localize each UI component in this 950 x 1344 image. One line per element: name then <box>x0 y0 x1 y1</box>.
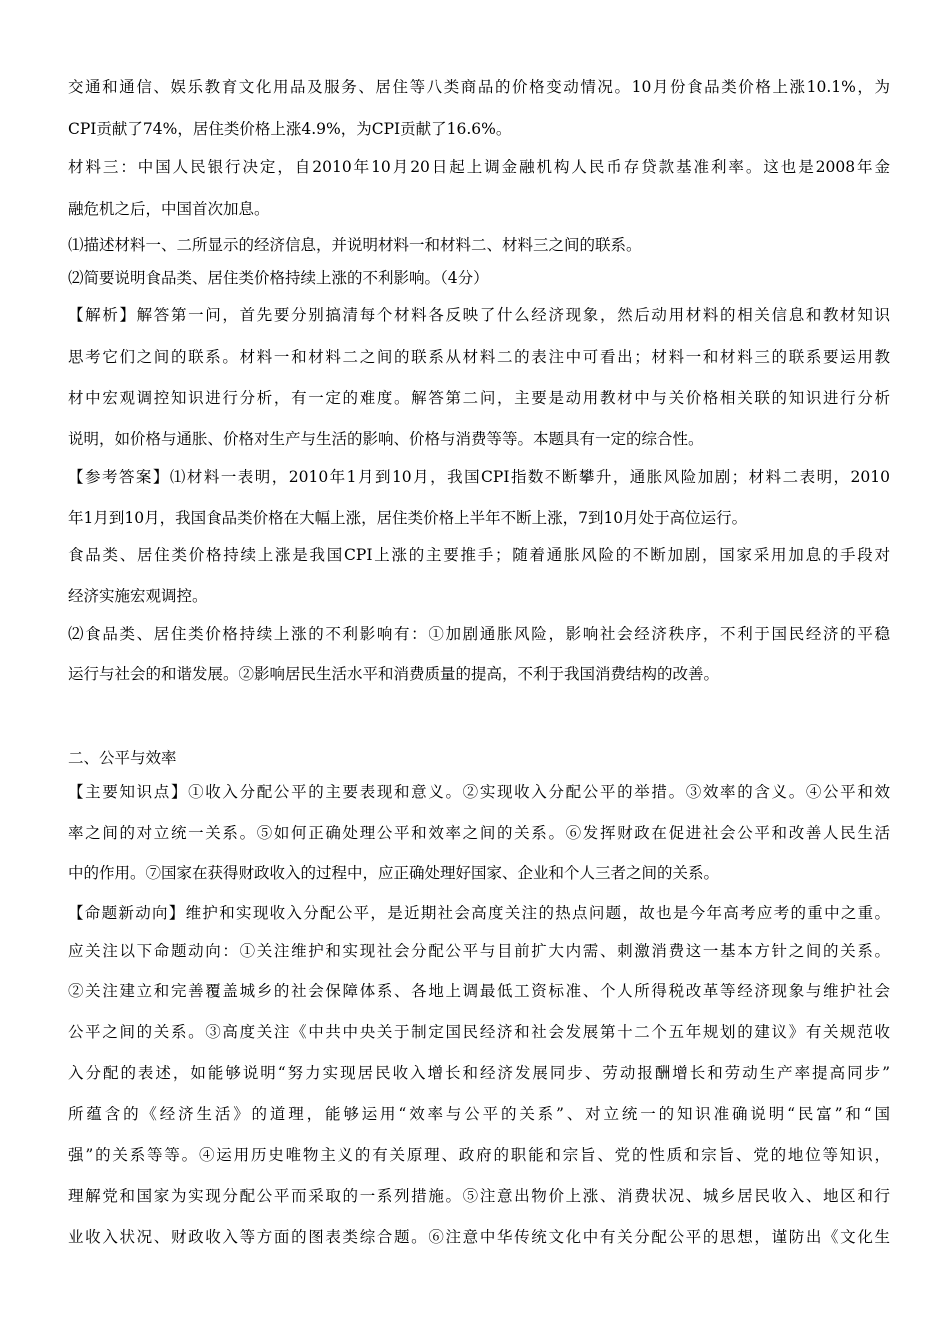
analysis-line: 材中宏观调控知识进行分析，有一定的难度。解答第二问，主要是动用教材中与关价格相关联的知识进行分析 <box>68 389 890 407</box>
text-line: 所蕴含的《经济生活》的道理，能够运用“效率与公平的关系”、对立统一的知识准确说明“民富”和“国 <box>68 1105 890 1123</box>
text-line: 率之间的对立统一关系。⑤如何正确处理公平和效率之间的关系。⑥发挥财政在促进社会公平和改善人民生活 <box>68 824 890 842</box>
analysis-line: 【解析】解答第一问，首先要分别搞清每个材料各反映了什么经济现象，然后动用材料的相关信息和教材知识 <box>68 306 890 324</box>
answer-line: 年1月到10月，我国食品类价格在大幅上涨，居住类价格上半年不断上涨，7到10月处于高位运行。 <box>68 509 748 527</box>
text-line: 入分配的表述，如能够说明“努力实现居民收入增长和经济发展同步、劳动报酬增长和劳动生产率提高同步” <box>68 1064 890 1082</box>
analysis-line: 说明，如价格与通胀、价格对生产与生活的影响、价格与消费等等。本题具有一定的综合性。 <box>68 430 704 448</box>
text-line: ②关注建立和完善覆盖城乡的社会保障体系、各地上调最低工资标准、个人所得税改革等经济现象与维护社会 <box>68 982 890 1000</box>
text-line: 业收入状况、财政收入等方面的图表类综合题。⑥注意中华传统文化中有关分配公平的思想，谨防出《文化生 <box>68 1228 890 1246</box>
question-1: ⑴描述材料一、二所显示的经济信息，并说明材料一和材料二、材料三之间的联系。 <box>68 236 642 254</box>
answer-line: 经济实施宏观调控。 <box>68 587 208 605</box>
text-line: 【主要知识点】①收入分配公平的主要表现和意义。②实现收入分配公平的举措。③效率的含义。④公平和效 <box>68 783 890 801</box>
answer-line: 食品类、居住类价格持续上涨是我国CPI上涨的主要推手；随着通胀风险的不断加剧，国家采用加息的手段对 <box>68 546 890 564</box>
answer-line: 【参考答案】⑴材料一表明，2010年1月到10月，我国CPI指数不断攀升，通胀风险加剧；材料二表明，2010 <box>68 468 890 486</box>
text-line: 强”的关系等等。④运用历史唯物主义的有关原理、政府的职能和宗旨、党的性质和宗旨、党的地位等知识， <box>68 1146 890 1164</box>
text-line: 融危机之后，中国首次加息。 <box>68 200 270 218</box>
text-line: 中的作用。⑦国家在获得财政收入的过程中，应正确处理好国家、企业和个人三者之间的关系。 <box>68 864 720 882</box>
answer-line: 运行与社会的和谐发展。②影响居民生活水平和消费质量的提高，不利于我国消费结构的改善。 <box>68 665 720 683</box>
answer-line: ⑵食品类、居住类价格持续上涨的不利影响有：①加剧通胀风险，影响社会经济秩序，不利于国民经济的平稳 <box>68 625 890 643</box>
text-line: 公平之间的关系。③高度关注《中共中央关于制定国民经济和社会发展第十二个五年规划的建议》有关规范收 <box>68 1023 890 1041</box>
text-line: CPI贡献了74%，居住类价格上涨4.9%，为CPI贡献了16.6%。 <box>68 120 512 138</box>
text-line: 理解党和国家为实现分配公平而采取的一系列措施。⑤注意出物价上涨、消费状况、城乡居民收入、地区和行 <box>68 1187 890 1205</box>
question-2: ⑵简要说明食品类、居住类价格持续上涨的不利影响。（4分） <box>68 269 489 287</box>
section-heading: 二、公平与效率 <box>68 749 177 767</box>
text-line: 【命题新动向】维护和实现收入分配公平，是近期社会高度关注的热点问题，故也是今年高考应考的重中之重。 <box>68 904 890 922</box>
text-line: 材料三：中国人民银行决定，自2010年10月20日起上调金融机构人民币存贷款基准利率。这也是2008年金 <box>68 158 890 176</box>
text-line: 交通和通信、娱乐教育文化用品及服务、居住等八类商品的价格变动情况。10月份食品类价格上涨10.1%，为 <box>68 78 890 96</box>
analysis-line: 思考它们之间的联系。材料一和材料二之间的联系从材料二的表注中可看出；材料一和材料三的联系要运用教 <box>68 348 890 366</box>
text-line: 应关注以下命题动向：①关注维护和实现社会分配公平与目前扩大内需、刺激消费这一基本方针之间的关系。 <box>68 942 890 960</box>
